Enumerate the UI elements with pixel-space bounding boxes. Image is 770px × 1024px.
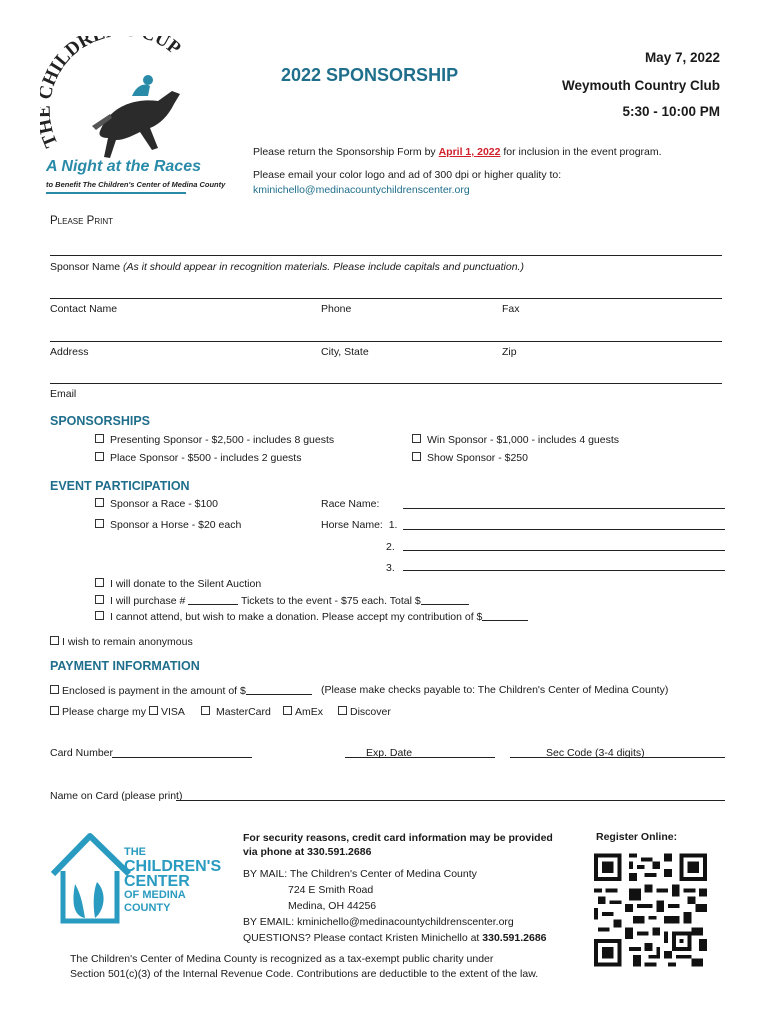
address-row-line[interactable] xyxy=(50,341,722,342)
checkbox[interactable] xyxy=(201,706,210,715)
anonymous-option[interactable]: I wish to remain anonymous xyxy=(50,636,193,648)
sec-code-label: Sec Code (3-4 digits) xyxy=(546,747,645,759)
tax-exempt-note: The Children's Center of Medina County is recognized as a tax-exempt public charity under Section 501(c)(3) of the Internal Revenue Code. Contributions are deductible to the extent of the law. xyxy=(70,953,539,980)
return-instructions: Please return the Sponsorship Form by April 1, 2022 for inclusion in the event program. xyxy=(253,146,662,158)
return-deadline: April 1, 2022 xyxy=(438,146,501,158)
donation-amount-field[interactable] xyxy=(482,610,528,621)
event-participation-heading: EVENT PARTICIPATION xyxy=(50,479,190,493)
name-on-card-label: Name on Card (please print) xyxy=(50,790,183,802)
email-instructions: Please email your color logo and ad of 300 dpi or higher quality to: xyxy=(253,169,562,181)
name-on-card-field[interactable] xyxy=(176,800,725,801)
visa-option[interactable]: VISA xyxy=(149,706,185,718)
email-field[interactable] xyxy=(50,383,722,384)
checkbox[interactable] xyxy=(412,434,421,443)
discover-option[interactable]: Discover xyxy=(338,706,391,718)
sponsor-horse-option[interactable]: Sponsor a Horse - $20 each xyxy=(95,519,241,531)
event-date: May 7, 2022 xyxy=(644,50,720,65)
checkbox[interactable] xyxy=(95,498,104,507)
horse-name-field-1[interactable] xyxy=(403,529,725,530)
payment-heading: PAYMENT INFORMATION xyxy=(50,659,200,673)
register-online-label: Register Online: xyxy=(596,831,678,843)
checkbox[interactable] xyxy=(338,706,347,715)
ticket-total-field[interactable] xyxy=(421,594,469,605)
email-label: Email xyxy=(50,388,77,400)
ticket-count-field[interactable] xyxy=(188,594,238,605)
place-sponsor-option[interactable]: Place Sponsor - $500 - includes 2 guests xyxy=(95,452,301,464)
logo-tagline: A Night at the Races xyxy=(46,158,201,175)
logo-arc-text: T HILDR UP xyxy=(40,36,185,151)
amex-option[interactable]: AmEx xyxy=(283,706,323,718)
sponsorships-heading: SPONSORSHIPS xyxy=(50,414,151,428)
horse-name-field-3[interactable] xyxy=(403,570,725,571)
horse-number-3: 3. xyxy=(386,562,395,574)
checkbox[interactable] xyxy=(95,595,104,604)
horse-number-2: 2. xyxy=(386,541,395,553)
race-name-label: Race Name: xyxy=(321,498,380,510)
checkbox[interactable] xyxy=(412,452,421,461)
checkbox[interactable] xyxy=(149,706,158,715)
card-number-label: Card Number xyxy=(50,747,114,759)
horse-name-label: Horse Name: 1. xyxy=(321,519,398,531)
win-sponsor-option[interactable]: Win Sponsor - $1,000 - includes 4 guests xyxy=(412,434,619,446)
sponsor-name-label: Sponsor Name (As it should appear in recognition materials. Please include capitals and punctuation.) xyxy=(50,261,524,273)
security-note: For security reasons, credit card information may be provided via phone at 330.591.2686 xyxy=(243,832,553,858)
sponsor-race-option[interactable]: Sponsor a Race - $100 xyxy=(95,498,218,510)
event-venue: Weymouth Country Club xyxy=(562,78,720,93)
enclosed-payment-option[interactable]: Enclosed is payment in the amount of $ xyxy=(50,684,312,697)
race-name-field[interactable] xyxy=(403,508,725,509)
city-state-label: City, State xyxy=(321,346,369,358)
address-label: Address xyxy=(50,346,89,358)
sponsor-name-field[interactable] xyxy=(50,255,722,256)
checkbox[interactable] xyxy=(283,706,292,715)
payment-amount-field[interactable] xyxy=(246,684,312,695)
page-title: 2022 SPONSORSHIP xyxy=(281,65,459,85)
please-print-label: Please Print xyxy=(50,215,113,227)
show-sponsor-option[interactable]: Show Sponsor - $250 xyxy=(412,452,528,464)
purchase-tickets-option[interactable]: I will purchase # Tickets to the event - $75 each. Total $ xyxy=(95,594,469,607)
charge-card-option[interactable]: Please charge my xyxy=(50,706,146,718)
contact-email-link[interactable]: kminichello@medinacountychildrenscenter.org xyxy=(253,184,470,196)
checkbox[interactable] xyxy=(50,685,59,694)
mail-address: BY MAIL: The Children's Center of Medina County 724 E Smith Road Medina, OH 44256 BY EMAIL: kminichello@medinacountychildrenscenter.org QUESTIONS? Please contact Kristen Minichello at 330.591.2686 xyxy=(243,868,547,944)
checkbox[interactable] xyxy=(95,519,104,528)
event-time: 5:30 - 10:00 PM xyxy=(622,104,720,119)
register-qr-code[interactable] xyxy=(594,852,707,968)
checkbox[interactable] xyxy=(95,434,104,443)
fax-label: Fax xyxy=(502,303,520,315)
presenting-sponsor-option[interactable]: Presenting Sponsor - $2,500 - includes 8 guests xyxy=(95,434,334,446)
silent-auction-option[interactable]: I will donate to the Silent Auction xyxy=(95,578,261,590)
checkbox[interactable] xyxy=(50,636,59,645)
zip-label: Zip xyxy=(502,346,517,358)
checkbox[interactable] xyxy=(95,578,104,587)
donation-option[interactable]: I cannot attend, but wish to make a donation. Please accept my contribution of $ xyxy=(95,610,528,623)
logo-subtitle: to Benefit The Children's Center of Medina County xyxy=(46,180,226,189)
checks-payable-note: (Please make checks payable to: The Children's Center of Medina County) xyxy=(321,684,669,696)
contact-row-line[interactable] xyxy=(50,298,722,299)
checkbox[interactable] xyxy=(95,452,104,461)
center-logo-text: THE CHILDREN'S CENTER OF MEDINA COUNTY xyxy=(124,846,222,914)
phone-label: Phone xyxy=(321,303,352,315)
horse-name-field-2[interactable] xyxy=(403,550,725,551)
logo-underline xyxy=(46,192,186,194)
contact-name-label: Contact Name xyxy=(50,303,118,315)
card-number-field[interactable] xyxy=(112,757,252,758)
mastercard-option[interactable]: MasterCard xyxy=(201,706,271,718)
exp-date-label: Exp. Date xyxy=(366,747,413,759)
checkbox[interactable] xyxy=(50,706,59,715)
checkbox[interactable] xyxy=(95,611,104,620)
